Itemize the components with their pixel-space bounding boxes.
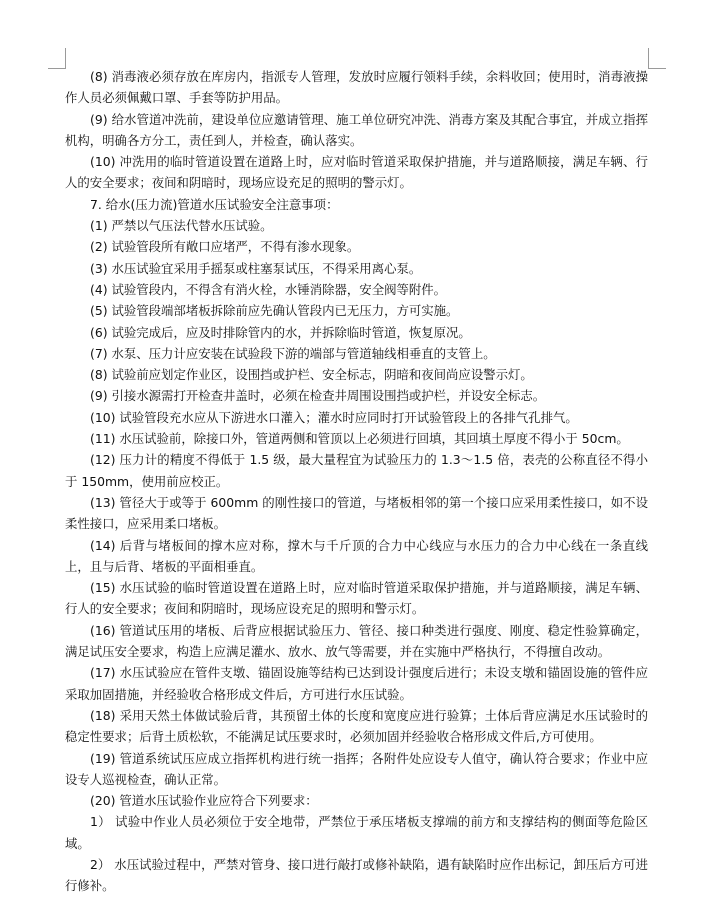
paragraph: (7) 水泵、压力计应安装在试验段下游的端部与管道轴线相垂直的支管上。: [90, 345, 496, 361]
list-item: 1） 试验中作业人员必须位于安全地带，严禁位于承压堵板支撑端的前方和支撑结构的侧面等危险区域。: [65, 814, 648, 851]
page-corner-mark-right: [648, 48, 666, 69]
paragraph: (10) 试验管段充水应从下游进水口灌入；灌水时应同时打开试验管段上的各排气孔排气。: [90, 409, 578, 425]
paragraph: (5) 试验管段端部堵板拆除前应先确认管段内已无压力，方可实施。: [90, 303, 459, 319]
document-body: [65, 66, 648, 897]
paragraph: (14) 后背与堵板间的撑木应对称，撑木与千斤顶的合力中心线应与水压力的合力中心线在一条直线上，且与后背、堵板的平面相垂直。: [65, 537, 648, 574]
paragraph: (9) 给水管道冲洗前，建设单位应邀请管理、施工单位研究冲洗、消毒方案及其配合事宜，并成立指挥机构，明确各方分工，责任到人，并检查，确认落实。: [65, 111, 648, 148]
paragraph: (17) 水压试验应在管件支墩、锚固设施等结构已达到设计强度后进行；未设支墩和锚固设施的管件应采取加固措施，并经验收合格形成文件后，方可进行水压试验。: [65, 665, 648, 702]
list-item: 2） 水压试验过程中，严禁对管身、接口进行敲打或修补缺陷，遇有缺陷时应作出标记，卸压后方可进行修补。: [65, 856, 648, 894]
paragraph: (19) 管道系统试压应成立指挥机构进行统一指挥；各附件处应设专人值守，确认符合要求；作业中应设专人巡视检查，确认正常。: [65, 750, 648, 787]
paragraph: (2) 试验管段所有敞口应堵严，不得有渗水现象。: [90, 239, 360, 255]
paragraph: (20) 管道水压试验作业应符合下列要求：: [90, 793, 318, 809]
paragraph: (4) 试验管段内，不得含有消火栓，水锤消除器，安全阀等附件。: [90, 281, 447, 297]
paragraph: (8) 消毒液必须存放在库房内，指派专人管理，发放时应履行领料手续，余料收回；使用时，消毒液操作人员必须佩戴口罩、手套等防护用品。: [65, 69, 648, 106]
page-corner-mark-left: [48, 48, 66, 69]
paragraph: (16) 管道试压用的堵板、后背应根据试验压力、管径、接口种类进行强度、刚度、稳定性验算确定，满足试压安全要求，构造上应满足灌水、放水、放气等需要，并在实施中严格执行，不得擅自改动。: [65, 622, 648, 660]
paragraph: (10) 冲洗用的临时管道设置在道路上时，应对临时管道采取保护措施，并与道路顺接，满足车辆、行人的安全要求；夜间和阴暗时，现场应设充足的照明的警示灯。: [65, 154, 648, 191]
paragraph: (6) 试验完成后，应及时排除管内的水，并拆除临时管道，恢复原况。: [90, 324, 471, 340]
paragraph: (1) 严禁以气压法代替水压试验。: [90, 218, 273, 234]
paragraph: (8) 试验前应划定作业区，设围挡或护栏、安全标志，阴暗和夜间尚应设警示灯。: [90, 367, 533, 383]
paragraph: (12) 压力计的精度不得低于 1.5 级，最大量程宜为试验压力的 1.3～1.5 倍，表壳的公称直径不得小于 150mm，使用前应校正。: [65, 452, 648, 489]
paragraph: (3) 水压试验宜采用手摇泵或柱塞泵试压，不得采用离心泵。: [90, 260, 422, 276]
paragraph: (13) 管径大于或等于 600mm 的刚性接口的管道，与堵板相邻的第一个接口应采用柔性接口，如不设柔性接口，应采用柔口堵板。: [65, 494, 648, 532]
section-heading: 7. 给水(压力流)管道水压试验安全注意事项：: [90, 196, 339, 212]
paragraph: (9) 引接水源需打开检查井盖时，必须在检查井周围设围挡或护栏，并设安全标志。: [90, 388, 546, 404]
paragraph: (18) 采用天然土体做试验后背，其预留土体的长度和宽度应进行验算；土体后背应满足水压试验时的稳定性要求；后背土质松软，不能满足试压要求时，必须加固并经验收合格形成文件后,方可使用。: [65, 707, 648, 745]
paragraph: (11) 水压试验前，除接口外，管道两侧和管顶以上必须进行回填，其回填土厚度不得小于 50cm。: [90, 431, 629, 447]
paragraph: (15) 水压试验的临时管道设置在道路上时，应对临时管道采取保护措施，并与道路顺接，满足车辆、行人的安全要求；夜间和阴暗时，现场应设充足的照明和警示灯。: [65, 580, 648, 617]
